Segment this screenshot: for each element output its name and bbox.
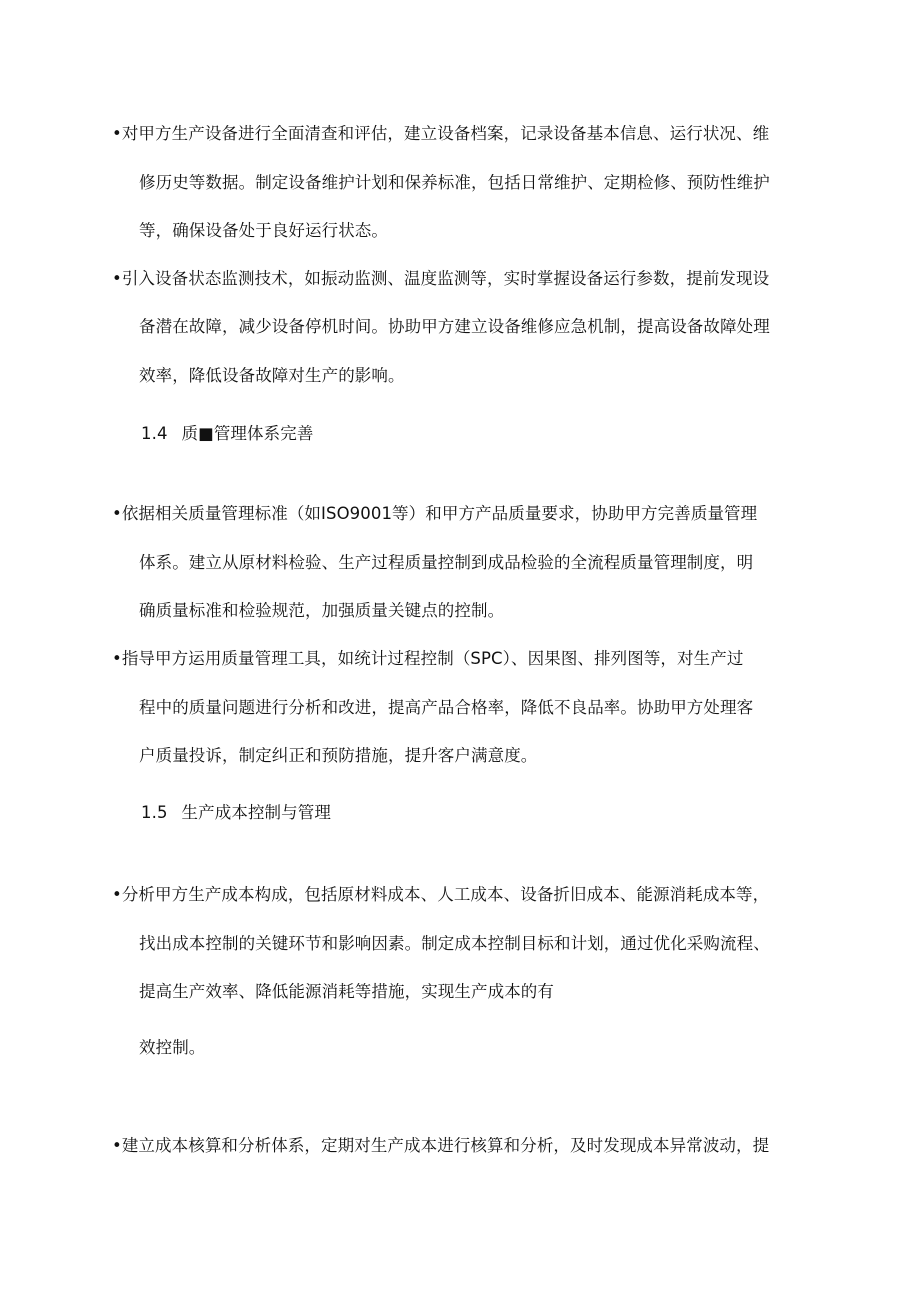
section-title: 质■管理体系完善 xyxy=(181,424,314,443)
paragraph-line: 程中的质量问题进行分析和改进，提高产品合格率，降低不良品率。协助甲方处理客 xyxy=(139,698,754,717)
paragraph-line: 体系。建立从原材料检验、生产过程质量控制到成品检验的全流程质量管理制度，明 xyxy=(139,553,754,572)
paragraph-line: •建立成本核算和分析体系，定期对生产成本进行核算和分析，及时发现成本异常波动，提 xyxy=(112,1136,770,1155)
paragraph-line: 找出成本控制的关键环节和影响因素。制定成本控制目标和计划，通过优化采购流程、 xyxy=(139,934,770,953)
section-heading-quality xyxy=(141,423,313,445)
section-number: 1.4 xyxy=(141,424,168,443)
paragraph-line: •依据相关质量管理标准（如ISO9001等）和甲方产品质量要求，协助甲方完善质量管理 xyxy=(112,504,758,523)
paragraph-line: •引入设备状态监测技术，如振动监测、温度监测等，实时掌握设备运行参数，提前发现设 xyxy=(112,269,770,288)
paragraph-line: 确质量标准和检验规范，加强质量关键点的控制。 xyxy=(139,601,505,620)
paragraph-line: 修历史等数据。制定设备维护计划和保养标准，包括日常维护、定期检修、预防性维护 xyxy=(139,173,770,192)
paragraph-line: 提高生产效率、降低能源消耗等措施，实现生产成本的有 xyxy=(139,982,554,1001)
section-title: 生产成本控制与管理 xyxy=(181,803,331,822)
section-heading-cost xyxy=(141,802,331,824)
paragraph-line: 效率，降低设备故障对生产的影响。 xyxy=(139,366,405,385)
paragraph-line: 等，确保设备处于良好运行状态。 xyxy=(139,221,388,240)
paragraph-line: •分析甲方生产成本构成，包括原材料成本、人工成本、设备折旧成本、能源消耗成本等， xyxy=(112,885,770,904)
paragraph-line: 效控制。 xyxy=(139,1038,206,1057)
paragraph-line: 户质量投诉，制定纠正和预防措施，提升客户满意度。 xyxy=(139,746,538,765)
section-number: 1.5 xyxy=(141,803,168,822)
paragraph-line: 备潜在故障，减少设备停机时间。协助甲方建立设备维修应急机制，提高设备故障处理 xyxy=(139,317,770,336)
paragraph-line: •指导甲方运用质量管理工具，如统计过程控制（SPC）、因果图、排列图等，对生产过 xyxy=(112,649,744,668)
paragraph-line: •对甲方生产设备进行全面清查和评估，建立设备档案，记录设备基本信息、运行状况、维 xyxy=(112,124,770,143)
